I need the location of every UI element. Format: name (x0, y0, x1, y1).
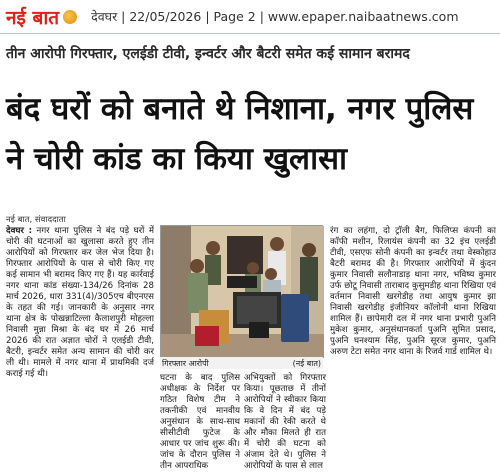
article-column-2 (160, 373, 240, 471)
article-kicker: तीन आरोपी गिरफ्तार, एलईडी टीवी, इन्वर्टर और बैटरी समेत कई सामान बरामद (6, 46, 410, 62)
article-byline: नई बात, संवाददाता (6, 215, 66, 225)
photo-credit: (नई बात) (292, 359, 321, 368)
column-3-text: अभियुक्तों को गिरफ्तार किया। पूछताछ में तीनों आरोपियों ने स्वीकार किया कि वे दिन में बंद पड़े मकानों की रेकी करते थे और मौका मिलते ही रात में चोरी की घटना को अंजाम देते थे। पुलिस ने आरोपियों के पास से लाल (244, 373, 326, 471)
photo-illustration (161, 226, 324, 358)
column-2-text: घटना के बाद पुलिस अधीक्षक के निर्देश पर गठित विशेष टीम ने तकनीकी एवं मानवीय अनुसंधान के साथ-साथ सीसीटीवी फुटेज के आधार पर जांच शुरू की। जांच के दौरान पुलिस ने तीन आपराधिक (160, 373, 240, 471)
logo-text: नई बात (6, 6, 60, 29)
article-column-3 (244, 373, 326, 471)
article-photo (160, 225, 323, 357)
article-column-1 (6, 226, 154, 448)
logo-emblem-icon (63, 10, 77, 24)
article-column-4 (330, 226, 496, 448)
caption-text: गिरफ्तार आरोपी (162, 359, 209, 368)
edition-line: देवघर | 22/05/2026 | Page 2 | www.epaper.naibaatnews.com (91, 9, 459, 24)
column-1-text: नगर थाना पुलिस ने बंद पड़े घरों में चोरी की घटनाओं का खुलासा करते हुए तीन आरोपियों को गिरफ्तार कर जेल भेज दिया है। गिरफ्तार आरोपियों के पास से चोरी किए गए कई सामान भी बरामद किए गए हैं। यह कार्रवाई नगर थाना कांड संख्या-134/26 दिनांक 28 मार्च 2026, धारा 331(4)/305एच बीएनएस के तहत की गई। जानकारी के अनुसार नगर थाना क्षेत्र के पोखन्नाटिल्ला कैलाशपुरी मोहल्ला निवासी मुन्ना मिश्रा के बंद घर में 26 मार्च 2026 की रात अज्ञात चोरों ने एलईडी टीवी, बैटरी, इन्वर्टर समेत अन्य सामान की चोरी कर ली थी। मामले में नगर थाना में प्राथमिकी दर्ज कराई गई थी। (6, 226, 154, 379)
newspaper-logo (6, 4, 77, 30)
dateline: देवघर : (6, 226, 33, 236)
masthead (0, 0, 500, 34)
column-4-text: रंग का लहंगा, दो ट्रॉली बैग, फिलिप्स कंपनी का कॉफी मशीन, रिलायंस कंपनी का 32 इंच एलईडी टीवी, एसएफ सोनी कंपनी का इन्वर्टर तथा वेस्कोहाउ बैटरी बरामद की है। गिरफ्तार आरोपियों में कुंदन कुमार निवासी सलौनाडाड़ थाना नगर, भविष्य कुमार उर्फ छोटू निवासी ताराबाद कुसुमडीह थाना रिखिया एवं वर्तमान निवासी खरगेडीह तथा आयुष कुमार झा निवासी खरगेडीह इंजीनियर कॉलोनी थाना रिखिया शामिल हैं। छापेमारी दल में नगर थाना प्रभारी पुअनि मुकेश कुमार, अनुसंधानकर्ता पुअनि सुमित प्रसाद, पुअनि घनश्याम सिंह, पुअनि सूरज कुमार, पुअनि अरुण टेटा समेत नगर थाना के रिजर्व गार्ड शामिल थे। (330, 226, 496, 357)
article-headline: बंद घरों को बनाते थे निशाना, नगर पुलिस ने चोरी कांड का किया खुलासा (6, 91, 474, 177)
photo-caption (160, 357, 323, 369)
